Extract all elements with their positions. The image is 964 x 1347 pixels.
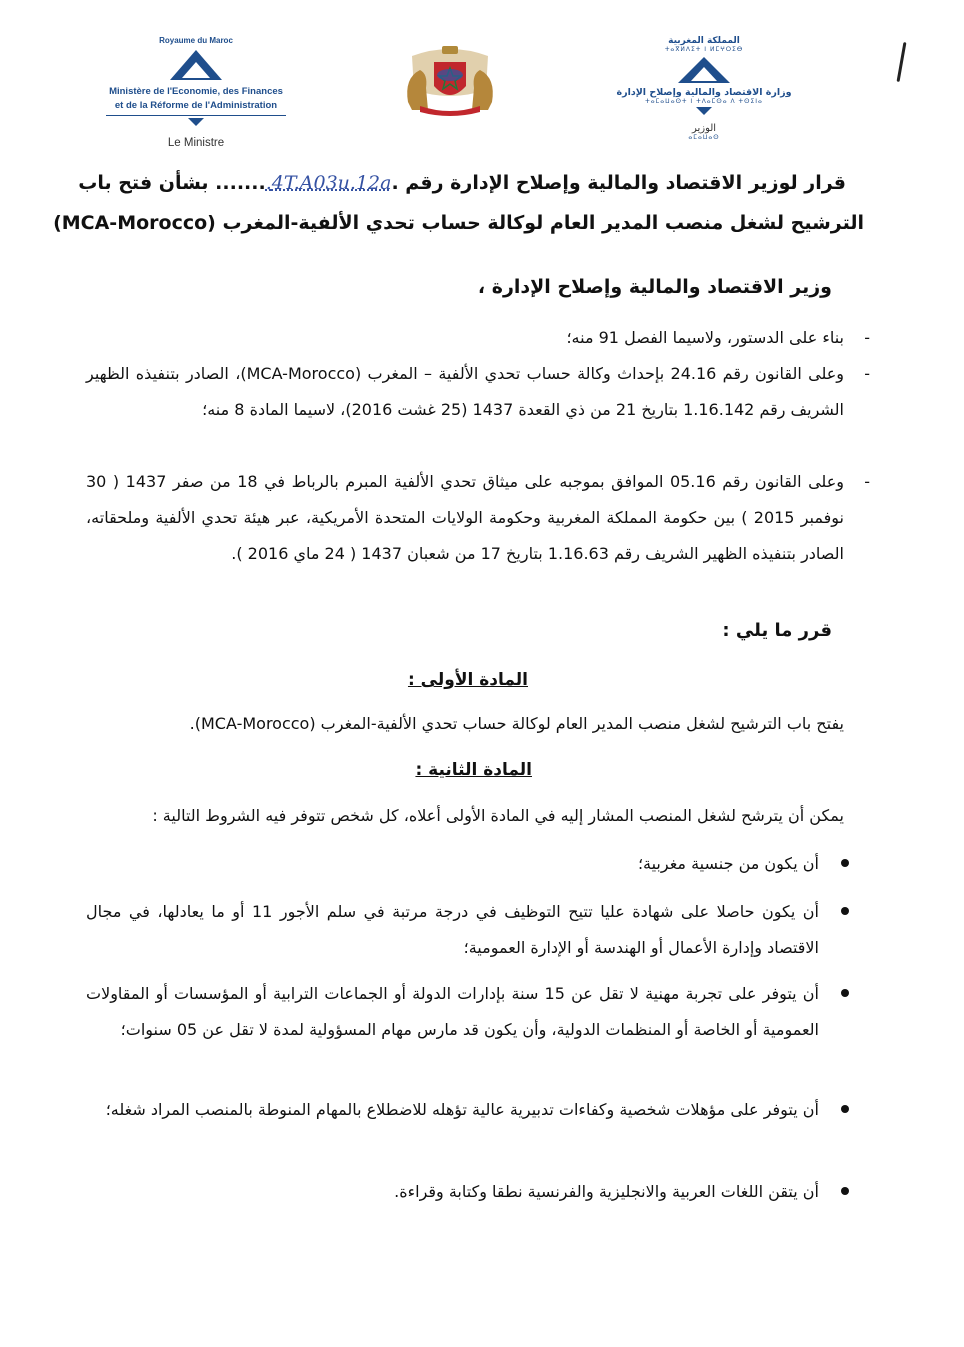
condition-text: أن يتوفر على تجربة مهنية لا تقل عن 15 سنة بإدارات الدولة أو الجماعات الترابية أو المؤسسات أو المقاولات العمومية أو الخاصة أو المنظمات الدولية، وأن يكون قد مارس مهام المسؤولية لمدة لا تقل عن 05 سنوات؛ (86, 984, 819, 1039)
issuer-heading: وزير الاقتصاد والمالية وإصلاح الإدارة ، (477, 276, 832, 298)
condition-item (86, 1174, 819, 1210)
dash-marker: - (864, 364, 870, 383)
kingdom-label-ar: المملكة المغربية (668, 36, 740, 46)
bullet-icon (841, 907, 849, 915)
minister-label-ar: الوزير (691, 123, 717, 134)
article1-heading: المادة الأولى : (407, 670, 528, 690)
ministry-logo-icon (674, 55, 734, 85)
condition-text: أن يكون من جنسية مغربية؛ (637, 854, 819, 873)
margin-pen-stroke (897, 42, 907, 82)
condition-text: أن يتوفر على مؤهلات شخصية وكفاءات تدبيرية عالية تؤهله للاضطلاع بالمهام المنوطة بالمنصب المراد شغله؛ (105, 1100, 819, 1119)
condition-text: أن يتقن اللغات العربية والانجليزية والفرنسية نطقا وكتابة وقراءة. (394, 1182, 819, 1201)
ministry-name-fr-line2: et de la Réforme de l'Administration (114, 100, 278, 111)
ministry-name-fr-line1: Ministère de l'Economie, des Finances (109, 86, 283, 97)
minister-label-tifinagh: ⴰⵎⴰⵡⴰⵙ (688, 134, 720, 141)
condition-item (86, 846, 819, 882)
minister-label-fr: Le Ministre (167, 137, 225, 149)
consideration-item (86, 356, 870, 428)
letterhead-rule (106, 115, 286, 116)
condition-item (86, 894, 819, 966)
handwritten-decision-number: 4T.A03u.12a. (265, 172, 392, 194)
consideration-text: وعلى القانون رقم 24.16 بإحداث وكالة حساب تحدي الألفية – المغرب (MCA-Morocco)، الصادر بتنفيذه الظهير الشريف رقم 1.16.142 بتاريخ 21 من ذي القعدة 1437 (25 غشت 2016)، لاسيما المادة 8 منه؛ (86, 364, 845, 419)
condition-text: أن يكون حاصلا على شهادة عليا تتيح التوظيف في درجة مرتبة في سلم الأجور 11 أو ما يعادلها، في مجال الاقتصاد وإدارة الأعمال أو الهندسة أو الإدارة العمومية؛ (86, 902, 820, 957)
ministry-name-tifinagh: ⵜⴰⵎⴰⵡⴰⵙⵜ ⵏ ⵜⴷⴰⵎⵙⴰ ⴷ ⵜⵙⵉⵏⴰ (645, 98, 763, 105)
bullet-icon (841, 989, 849, 997)
title-text-end: ....... بشأن فتح باب (78, 172, 266, 194)
dash-marker: - (864, 328, 870, 347)
letterhead-french (96, 36, 296, 149)
article2-intro: يمكن أن يترشح لشغل المنصب المشار إليه في المادة الأولى أعلاه، كل شخص تتوفر فيه الشروط التالية : (152, 806, 844, 825)
coat-of-arms-icon (398, 44, 502, 116)
condition-item (86, 1092, 819, 1128)
logo-chevron-icon (188, 118, 204, 126)
article2-heading: المادة الثانية : (415, 760, 532, 780)
ministry-logo-icon (166, 48, 226, 84)
kingdom-label-fr: Royaume du Maroc (159, 36, 233, 45)
bullet-icon (841, 1105, 849, 1113)
bullet-icon (841, 1187, 849, 1195)
ministry-name-ar: وزارة الاقتصاد والمالية وإصلاح الإدارة (616, 87, 792, 98)
title-text-start: قرار لوزير الاقتصاد والمالية وإصلاح الإدارة رقم . (391, 172, 846, 194)
article1-text: يفتح باب الترشيح لشغل منصب المدير العام لوكالة حساب تحدي الألفية-المغرب (MCA-Morocco). (189, 714, 844, 733)
consideration-item (86, 464, 870, 572)
dash-marker: - (864, 472, 870, 491)
bullet-icon (841, 859, 849, 867)
decides-heading: قرر ما يلي : (722, 620, 832, 641)
consideration-text: وعلى القانون رقم 05.16 الموافق بموجبه على ميثاق تحدي الألفية المبرم بالرباط في 18 من صفر 1437 ( 30 نوفمبر 2015 ) بين حكومة المملكة المغربية وحكومة الولايات المتحدة الأمريكية، عبر هيئة تحدي الألفية وملحقاته، الصادر بتنفيذه الظهير الشريف رقم 1.16.63 بتاريخ 17 من شعبان 1437 ( 24 ماي 2016 ). (86, 472, 845, 563)
logo-chevron-icon (696, 107, 712, 115)
letterhead-arabic (604, 36, 804, 141)
consideration-text: بناء على الدستور، ولاسيما الفصل 91 منه؛ (566, 328, 844, 347)
consideration-item (86, 320, 870, 356)
condition-item (86, 976, 819, 1048)
decision-title-line2: الترشيح لشغل منصب المدير العام لوكالة حساب تحدي الألفية-المغرب (MCA-Morocco) (53, 212, 864, 234)
decision-title-line1 (78, 172, 846, 194)
kingdom-label-tifinagh: ⵜⴰⴳⵍⴷⵉⵜ ⵏ ⵍⵎⵖⵔⵉⴱ (664, 46, 744, 53)
